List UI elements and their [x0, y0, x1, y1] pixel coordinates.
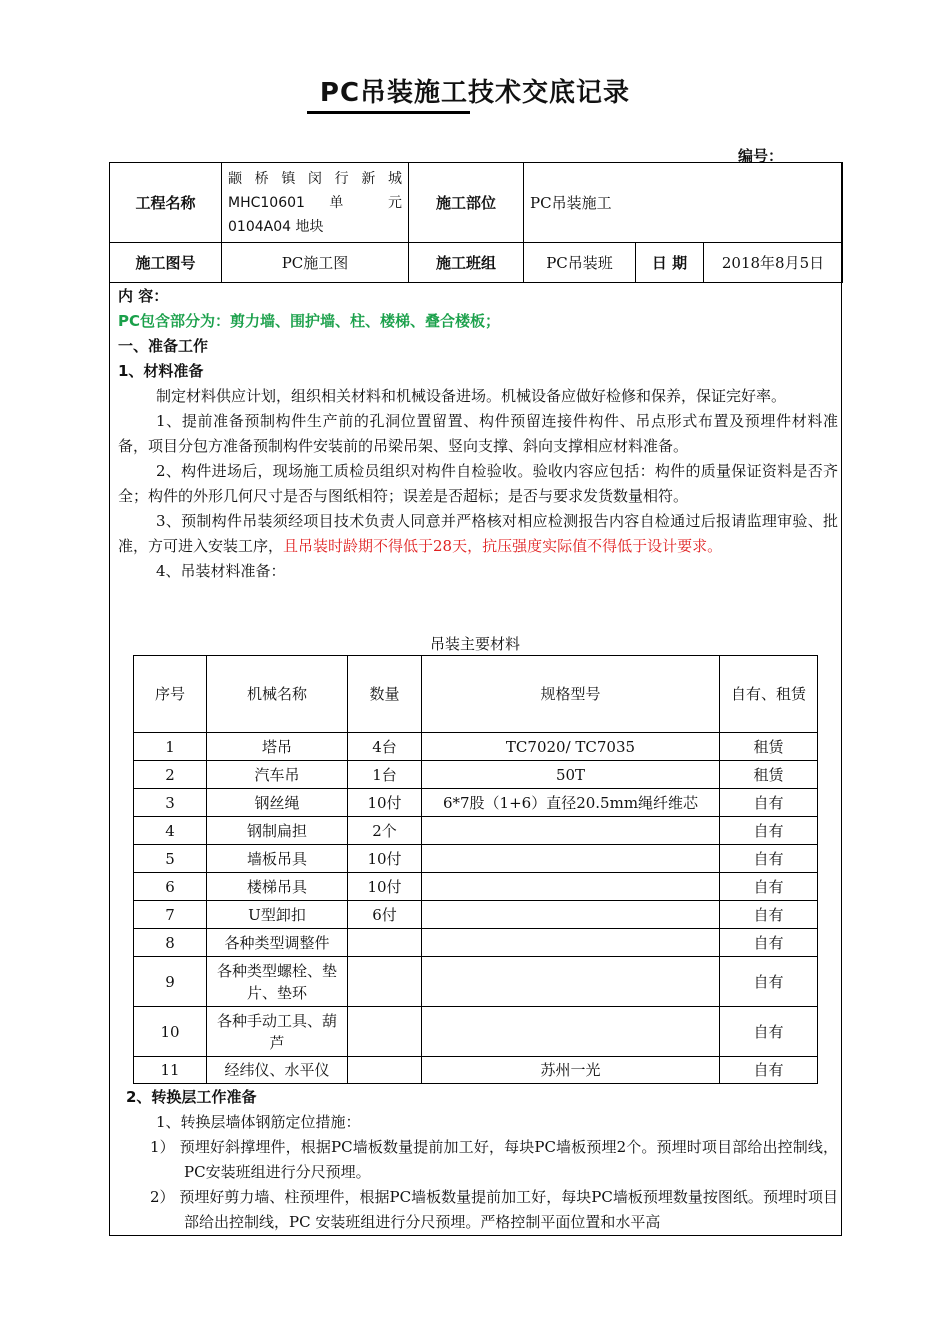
table-cell: 2个 — [348, 817, 422, 845]
transfer-layer-section — [118, 1085, 838, 1235]
table-cell — [422, 957, 720, 1007]
document-title: PC吊装施工技术交底记录 — [319, 78, 631, 108]
table-row — [134, 789, 818, 817]
column-header: 自有、租赁 — [720, 656, 818, 733]
content-body — [118, 284, 838, 584]
materials-caption: 吊装主要材料 — [429, 635, 520, 653]
content-heading: 内 容： — [118, 287, 169, 305]
table-row — [134, 929, 818, 957]
table-cell: 自有 — [720, 1007, 818, 1057]
column-header: 数量 — [348, 656, 422, 733]
table-row — [134, 733, 818, 761]
date-label: 日 期 — [636, 243, 704, 283]
table-cell: 2 — [134, 761, 207, 789]
drawing-no-value: PC施工图 — [222, 243, 409, 283]
column-header: 序号 — [134, 656, 207, 733]
table-cell — [348, 1057, 422, 1084]
table-cell: 自有 — [720, 789, 818, 817]
table-cell: 自有 — [720, 901, 818, 929]
pc-parts-line: PC包含部分为：剪力墙、围护墙、柱、楼梯、叠合楼板； — [118, 312, 501, 330]
table-cell — [422, 929, 720, 957]
table-cell: 1台 — [348, 761, 422, 789]
table-cell: 1 — [134, 733, 207, 761]
column-header: 机械名称 — [207, 656, 348, 733]
team-value: PC吊装班 — [524, 243, 636, 283]
table-cell — [348, 929, 422, 957]
table-cell: 10 — [134, 1007, 207, 1057]
table-cell: 5 — [134, 845, 207, 873]
table-row — [134, 1057, 818, 1084]
table-row — [134, 957, 818, 1007]
table-cell — [348, 957, 422, 1007]
table-cell: 11 — [134, 1057, 207, 1084]
item-text: 3、预制构件吊装须经项目技术负责人同意并严格核对相应检测报告内容自检通过后报请监理审验、批准，方可进入安装工序， — [118, 512, 838, 555]
item-paragraph: 1） 预埋好斜撑埋件，根据PC墙板数量提前加工好，每块PC墙板预埋2个。预埋时项目部给出控制线，PC安装班组进行分尺预埋。 — [150, 1138, 838, 1181]
project-name-line: 0104A04 地块 — [228, 218, 324, 235]
table-cell: 自有 — [720, 929, 818, 957]
project-name-value — [222, 163, 409, 243]
table-cell: 50T — [422, 761, 720, 789]
item-paragraph: 1、转换层墙体钢筋定位措施： — [156, 1113, 361, 1131]
intro-paragraph: 制定材料供应计划，组织相关材料和机械设备进场。机械设备应做好检修和保养，保证完好率。 — [156, 387, 787, 405]
table-cell: 自有 — [720, 873, 818, 901]
table-cell: 6 — [134, 873, 207, 901]
drawing-no-label: 施工图号 — [110, 243, 222, 283]
table-cell: 租赁 — [720, 761, 818, 789]
table-row — [134, 761, 818, 789]
table-cell — [422, 1007, 720, 1057]
table-cell: 苏州一光 — [422, 1057, 720, 1084]
table-cell: 各种手动工具、葫芦 — [207, 1007, 348, 1057]
table-cell: 4 — [134, 817, 207, 845]
table-cell: 自有 — [720, 1057, 818, 1084]
highlight-text: 且吊装时龄期不得低于28天，抗压强度实际值不得低于设计要求。 — [283, 537, 723, 555]
date-value: 2018年8月5日 — [704, 243, 843, 283]
table-cell — [348, 1007, 422, 1057]
item-paragraph: 1、提前准备预制构件生产前的孔洞位置留置、构件预留连接件构件、吊点形式布置及预埋件材料准备，项目分包方准备预制构件安装前的吊梁吊架、竖向支撑、斜向支撑相应材料准备。 — [118, 412, 838, 455]
table-cell — [422, 873, 720, 901]
table-cell: U型卸扣 — [207, 901, 348, 929]
title-underline — [307, 111, 470, 114]
table-cell: 10付 — [348, 845, 422, 873]
table-cell: 各种类型调整件 — [207, 929, 348, 957]
column-header: 规格型号 — [422, 656, 720, 733]
subsection-heading: 2、转换层工作准备 — [126, 1088, 257, 1106]
table-cell: 8 — [134, 929, 207, 957]
table-cell: 9 — [134, 957, 207, 1007]
table-cell: 6付 — [348, 901, 422, 929]
table-cell — [422, 901, 720, 929]
item-paragraph — [118, 509, 838, 559]
table-cell: 各种类型螺栓、垫片、垫环 — [207, 957, 348, 1007]
table-cell: 楼梯吊具 — [207, 873, 348, 901]
subsection-heading: 1、材料准备 — [118, 362, 204, 380]
section-heading: 一、准备工作 — [118, 337, 209, 355]
table-cell — [422, 817, 720, 845]
project-name-line: 颛 桥 镇 闵 行 新 城 — [228, 170, 402, 187]
table-cell: TC7020/ TC7035 — [422, 733, 720, 761]
table-cell: 6*7股（1+6）直径20.5mm绳纤维芯 — [422, 789, 720, 817]
table-cell: 租赁 — [720, 733, 818, 761]
table-cell: 自有 — [720, 817, 818, 845]
table-cell — [422, 845, 720, 873]
table-cell: 7 — [134, 901, 207, 929]
materials-table — [133, 655, 818, 1084]
table-cell: 塔吊 — [207, 733, 348, 761]
table-row — [134, 845, 818, 873]
project-name-line: MHC10601 单 元 — [228, 194, 402, 211]
doc-number-label: 编号： — [738, 147, 784, 165]
table-cell: 3 — [134, 789, 207, 817]
team-label: 施工班组 — [409, 243, 524, 283]
table-cell: 10付 — [348, 789, 422, 817]
table-row — [134, 873, 818, 901]
location-value: PC吊装施工 — [524, 163, 843, 243]
table-cell: 4台 — [348, 733, 422, 761]
table-row — [134, 901, 818, 929]
table-cell: 钢丝绳 — [207, 789, 348, 817]
item-paragraph: 4、吊装材料准备： — [156, 562, 286, 580]
location-label: 施工部位 — [409, 163, 524, 243]
table-cell: 钢制扁担 — [207, 817, 348, 845]
table-cell: 自有 — [720, 957, 818, 1007]
project-name-label: 工程名称 — [110, 163, 222, 243]
header-table — [109, 162, 843, 283]
table-cell: 自有 — [720, 845, 818, 873]
table-cell: 经纬仪、水平仪 — [207, 1057, 348, 1084]
item-paragraph: 2、构件进场后，现场施工质检员组织对构件自检验收。验收内容应包括：构件的质量保证资料是否齐全；构件的外形几何尺寸是否与图纸相符；误差是否超标；是否与要求发货数量相符。 — [118, 462, 838, 505]
table-cell: 墙板吊具 — [207, 845, 348, 873]
table-cell: 10付 — [348, 873, 422, 901]
table-cell: 汽车吊 — [207, 761, 348, 789]
table-row — [134, 817, 818, 845]
table-row — [134, 1007, 818, 1057]
item-paragraph: 2） 预埋好剪力墙、柱预埋件，根据PC墙板数量提前加工好，每块PC墙板预埋数量按图纸。预埋时项目部给出控制线，PC 安装班组进行分尺预埋。严格控制平面位置和水平高 — [150, 1188, 838, 1231]
